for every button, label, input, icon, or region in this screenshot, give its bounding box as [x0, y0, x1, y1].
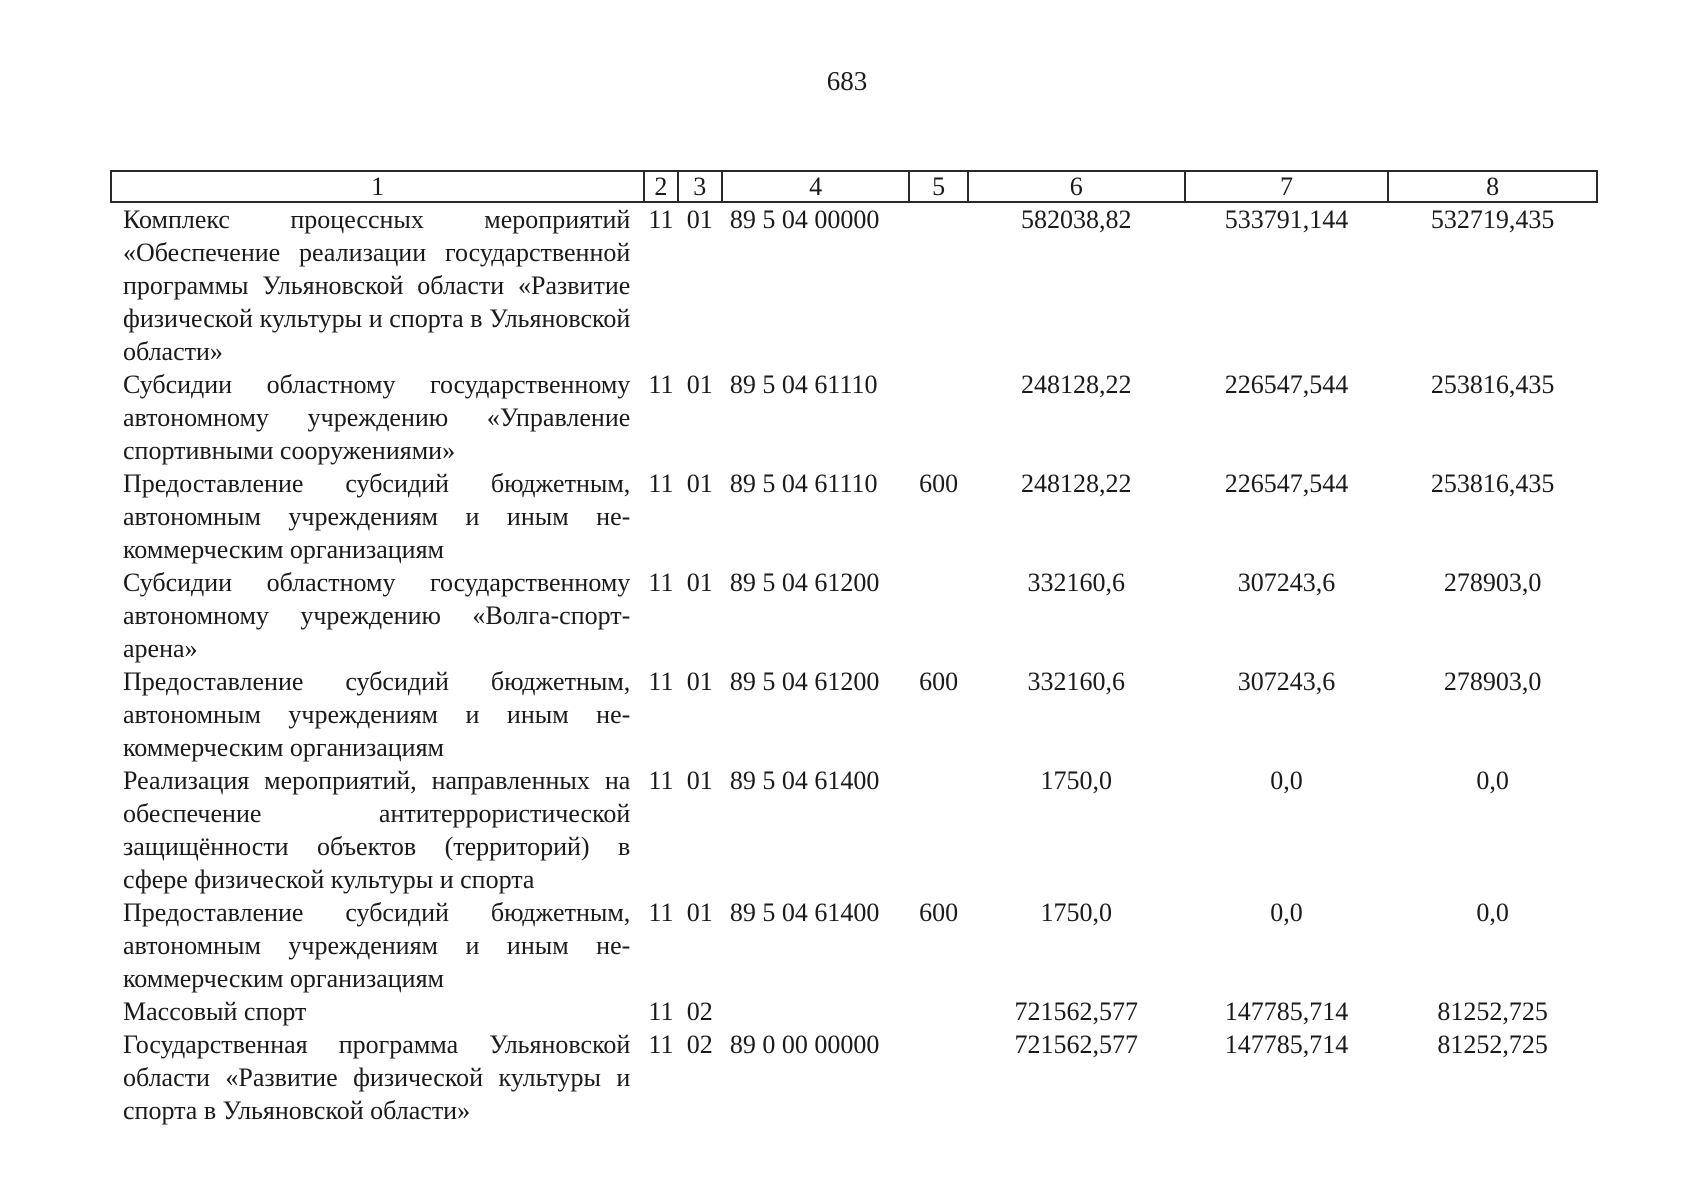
row-subsection: 01 [686, 370, 713, 399]
table-header [111, 171, 1597, 202]
header-col-5: 5 [909, 171, 967, 202]
header-col-1: 1 [111, 171, 644, 202]
header-col-7: 7 [1185, 171, 1389, 202]
row-value-col8: 253816,435 [1430, 469, 1555, 498]
row-expense-kind [909, 202, 967, 368]
row-value-col7: 307243,6 [1237, 568, 1336, 597]
row-value-col8: 278903,0 [1443, 667, 1542, 696]
row-target-code: 89 0 00 00000 [729, 1030, 880, 1059]
row-name: Субсидии областному государственному автономному учреждению «Управление спортивными сооружениями» [123, 370, 631, 465]
row-target-code: 89 5 04 61200 [729, 568, 880, 597]
row-expense-kind [909, 764, 967, 896]
row-section: 11 [648, 766, 674, 795]
row-subsection: 01 [686, 766, 713, 795]
row-value-col6: 721562,577 [1014, 997, 1138, 1026]
row-name: Субсидии областному государственному автономному учреждению «Волга-спорт-арена» [123, 568, 631, 663]
row-value-col6: 721562,577 [1014, 1030, 1138, 1059]
row-target-code: 89 5 04 61200 [729, 667, 880, 696]
row-section: 11 [648, 370, 674, 399]
table-row [111, 368, 1597, 467]
row-section: 11 [648, 898, 674, 927]
row-section: 11 [648, 205, 674, 234]
row-value-col8: 532719,435 [1430, 205, 1555, 234]
row-subsection: 02 [686, 997, 713, 1026]
table-row [111, 995, 1597, 1028]
row-expense-kind: 600 [919, 469, 959, 498]
row-value-col6: 248128,22 [1021, 469, 1132, 498]
row-name: Массовый спорт [123, 997, 307, 1026]
table-row [111, 764, 1597, 896]
row-expense-kind [909, 566, 967, 665]
table-body [111, 202, 1597, 1127]
row-name: Предоставление субсидий бюджетным, автономным учреждениям и иным некоммерческим организациям [123, 667, 631, 762]
row-value-col7: 226547,544 [1224, 469, 1349, 498]
row-target-code: 89 5 04 61110 [729, 469, 878, 498]
row-value-col7: 533791,144 [1224, 205, 1349, 234]
row-value-col7: 0,0 [1270, 898, 1303, 927]
page-number: 683 [826, 66, 868, 96]
row-subsection: 02 [686, 1030, 713, 1059]
row-name: Предоставление субсидий бюджетным, автономным учреждениям и иным некоммерческим организациям [123, 898, 631, 993]
row-value-col7: 226547,544 [1224, 370, 1349, 399]
row-value-col6: 332160,6 [1027, 667, 1125, 696]
row-value-col8: 81252,725 [1437, 1030, 1548, 1059]
row-target-code: 89 5 04 61400 [729, 898, 880, 927]
row-expense-kind [909, 995, 967, 1028]
row-section: 11 [648, 997, 674, 1026]
row-value-col8: 0,0 [1476, 766, 1509, 795]
header-col-4: 4 [722, 171, 910, 202]
row-name: Реализация мероприятий, направленных на обеспечение антитеррористической защищённости объектов (территорий) в сфере физической культуры и спорта [123, 766, 631, 894]
row-section: 11 [648, 469, 674, 498]
row-subsection: 01 [686, 205, 713, 234]
row-target-code: 89 5 04 61110 [729, 370, 878, 399]
row-value-col7: 0,0 [1270, 766, 1303, 795]
row-name: Комплекс процессных мероприятий «Обеспечение реализации государственной программы Ульяновской области «Развитие физической культуры и спорта в Ульяновской области» [123, 205, 631, 366]
row-value-col8: 0,0 [1476, 898, 1509, 927]
table-row [111, 665, 1597, 764]
row-value-col6: 1750,0 [1040, 766, 1112, 795]
row-value-col6: 332160,6 [1027, 568, 1125, 597]
row-section: 11 [648, 1030, 674, 1059]
row-expense-kind: 600 [919, 667, 959, 696]
row-value-col7: 307243,6 [1237, 667, 1336, 696]
row-name: Государственная программа Ульяновской области «Развитие физической культуры и спорта в Ульяновской области» [123, 1030, 631, 1125]
row-target-code [722, 995, 910, 1028]
row-value-col7: 147785,714 [1224, 997, 1349, 1026]
row-value-col8: 81252,725 [1437, 997, 1548, 1026]
table-row [111, 202, 1597, 368]
row-subsection: 01 [686, 898, 713, 927]
table-row [111, 467, 1597, 566]
header-col-2: 2 [644, 171, 677, 202]
row-subsection: 01 [686, 568, 713, 597]
row-expense-kind [909, 1028, 967, 1127]
row-expense-kind: 600 [919, 898, 959, 927]
table-row [111, 566, 1597, 665]
row-target-code: 89 5 04 00000 [729, 205, 880, 234]
row-value-col8: 253816,435 [1430, 370, 1555, 399]
budget-table [110, 170, 1598, 1127]
row-value-col6: 1750,0 [1040, 898, 1112, 927]
row-name: Предоставление субсидий бюджетным, автономным учреждениям и иным некоммерческим организациям [123, 469, 631, 564]
header-col-8: 8 [1388, 171, 1597, 202]
row-section: 11 [648, 667, 674, 696]
row-section: 11 [648, 568, 674, 597]
header-col-6: 6 [968, 171, 1185, 202]
header-col-3: 3 [678, 171, 722, 202]
row-value-col6: 582038,82 [1021, 205, 1132, 234]
row-target-code: 89 5 04 61400 [729, 766, 880, 795]
row-subsection: 01 [686, 667, 713, 696]
row-subsection: 01 [686, 469, 713, 498]
row-expense-kind [909, 368, 967, 467]
header-row [111, 171, 1597, 202]
table-row [111, 896, 1597, 995]
row-value-col6: 248128,22 [1021, 370, 1132, 399]
row-value-col7: 147785,714 [1224, 1030, 1349, 1059]
table-row [111, 1028, 1597, 1127]
row-value-col8: 278903,0 [1443, 568, 1542, 597]
